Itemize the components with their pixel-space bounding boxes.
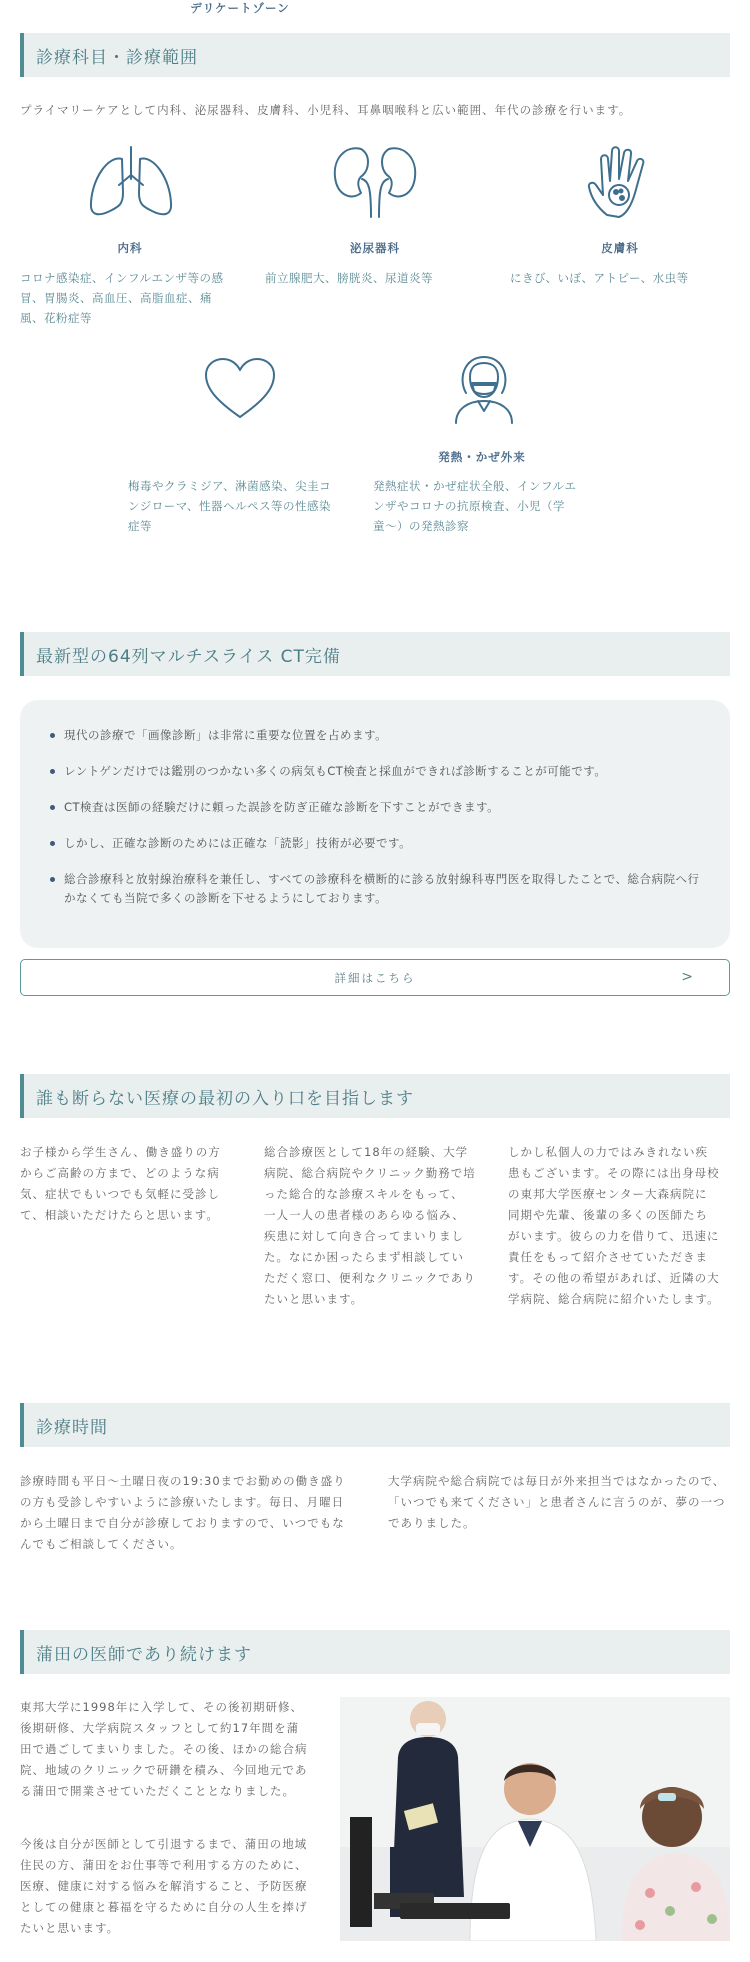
dept-name-fever: 発熱・かぜ外来 xyxy=(438,450,526,464)
ct-list-item: しかし、正確な診断のためには正確な「読影」技術が必要です。 xyxy=(50,834,706,853)
ct-list-item: 現代の診療で「画像診断」は非常に重要な位置を占めます。 xyxy=(50,726,706,745)
details-button-label: 詳細はこちら xyxy=(334,970,416,985)
departments-intro: プライマリーケアとして内科、泌尿器科、皮膚科、小児科、耳鼻咽喉科と広い範囲、年代の診療を行います。 xyxy=(20,103,632,117)
dept-desc-internal: コロナ感染症、インフルエンザ等の感冒、胃腸炎、高血圧、高脂血症、痛風、花粉症等 xyxy=(20,271,224,325)
details-button[interactable] xyxy=(20,959,730,996)
dept-desc-dermatology: にきび、いぼ、アトピー、水虫等 xyxy=(510,271,689,285)
lungs-icon xyxy=(86,145,176,224)
ct-list-item: 総合診療科と放射線治療科を兼任し、すべての診療科を横断的に診る放射線科専門医を取得したことで、総合病院へ行かなくても当院で多くの診断を下せるようにしております。 xyxy=(50,870,706,908)
heart-icon xyxy=(204,357,276,425)
section-title-departments: 診療科目・診療範囲 xyxy=(20,33,730,77)
dept-desc-urology: 前立腺肥大、膀胱炎、尿道炎等 xyxy=(265,271,433,285)
section-title-doctor: 蒲田の医師であり続けます xyxy=(20,1630,730,1674)
entrance-column-2: 総合診療医として18年の経験、大学病院、総合病院やクリニック勤務で培った総合的な診療スキルをもって、一人一人の患者様のあらゆる悩み、疾患に対して向き合ってまいりました。なにか困ったらまず相談していただく窓口、便利なクリニックでありたいと思います。 xyxy=(264,1145,476,1306)
dept-name-urology: 泌尿器科 xyxy=(350,241,400,255)
hand-skin-icon xyxy=(585,143,655,223)
section-title-ct: 最新型の64列マルチスライス CT完備 xyxy=(20,632,730,676)
dept-name-internal: 内科 xyxy=(117,241,143,255)
dept-desc-fever: 発熱症状・かぜ症状全般、インフルエンザやコロナの抗原検査、小児（学童〜）の発熱診察 xyxy=(373,479,577,533)
dept-desc-delicate: 梅毒やクラミジア、淋菌感染、尖圭コンジローマ、性器ヘルペス等の性感染症等 xyxy=(128,479,332,533)
doctor-paragraph-1: 東邦大学に1998年に入学して、その後初期研修、後期研修、大学病院スタッフとして約17年間を蒲田で過ごしてまいりました。その後、ほかの総合病院、地域のクリニックで研鑽を積み、今回地元である蒲田で開業させていただくこととなりました。 xyxy=(20,1700,308,1798)
section-title-entrance: 誰も断らない医療の最初の入り口を目指します xyxy=(20,1074,730,1118)
hours-column-2: 大学病院や総合病院では毎日が外来担当ではなかったので、「いつでも来てください」と患者さんに言うのが、夢の一つでありました。 xyxy=(388,1474,726,1530)
ct-list-item: CT検査は医師の経験だけに頼った誤診を防ぎ正確な診断を下すことができます。 xyxy=(50,798,706,817)
section-title-hours: 診療時間 xyxy=(20,1403,730,1447)
entrance-column-3: しかし私個人の力ではみきれない疾患もございます。その際には出身母校の東邦大学医療センター大森病院に同期や先輩、後輩の多くの医師たちがいます。彼らの力を借りて、迅速に責任をもって紹介させていただきます。その他の希望があれば、近隣の大学病院、総合病院に紹介いたします。 xyxy=(508,1145,720,1306)
ct-list-item: レントゲンだけでは鑑別のつかない多くの病気もCT検査と採血ができれば診断することが可能です。 xyxy=(50,762,706,781)
dept-name-delicate: デリケートゾーン xyxy=(190,1,290,15)
patient-mask-icon xyxy=(452,353,516,429)
doctor-paragraph-2: 今後は自分が医師として引退するまで、蒲田の地域住民の方、蒲田をお仕事等で利用する方のために、医療、健康に対する悩みを解消すること、予防医療としての健康と暮福を守るために自分の人生を捧げたいと思います。 xyxy=(20,1837,308,1935)
chevron-right-icon: > xyxy=(681,969,695,985)
ct-feature-box xyxy=(20,700,730,948)
entrance-column-1: お子様から学生さん、働き盛りの方からご高齢の方まで、どのような病気、症状でもいつでも気軽に受診して、相談いただけたらと思います。 xyxy=(20,1145,221,1222)
doctor-consultation-photo xyxy=(340,1697,730,1941)
dept-name-dermatology: 皮膚科 xyxy=(601,241,639,255)
kidneys-icon xyxy=(331,143,419,222)
hours-column-1: 診療時間も平日〜土曜日夜の19:30までお勤めの働き盛りの方も受診しやすいように診療いたします。毎日、月曜日から土曜日まで自分が診療しておりますので、いつでもなんでもご相談してください。 xyxy=(20,1474,346,1551)
